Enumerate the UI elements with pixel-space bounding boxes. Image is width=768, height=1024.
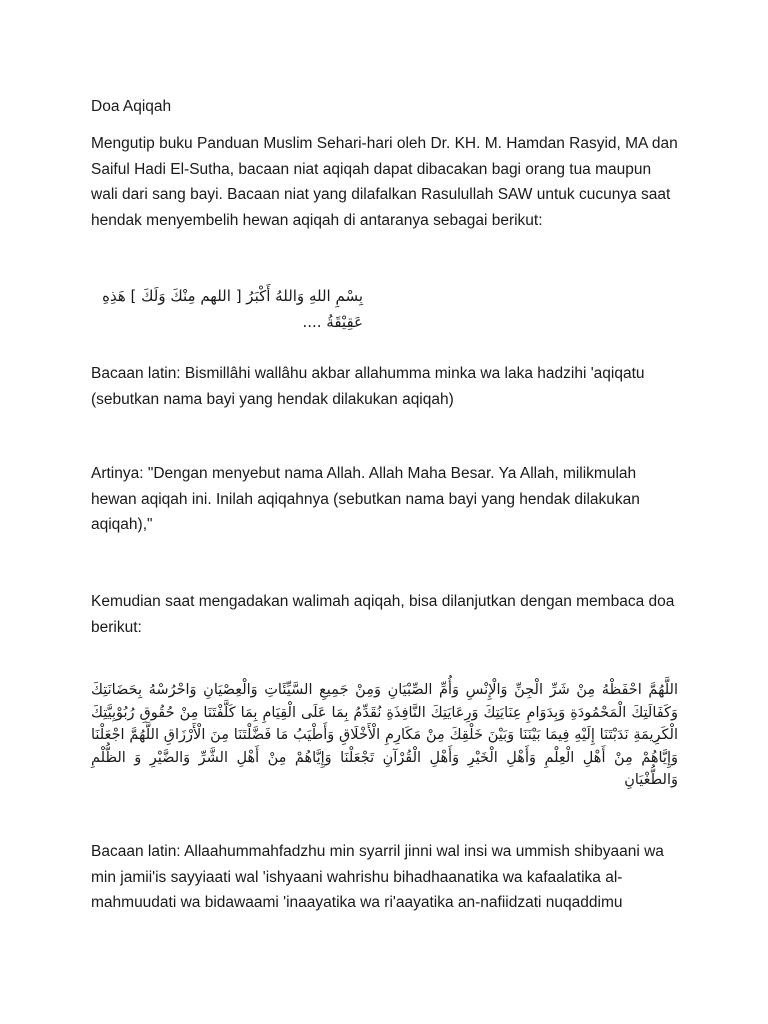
kemudian-paragraph: Kemudian saat mengadakan walimah aqiqah, bisa dilanjutkan dengan membaca doa berikut: bbox=[91, 593, 675, 636]
latin-niat-paragraph: Bacaan latin: Bismillâhi wallâhu akbar allahumma minka wa laka hadzihi 'aqiqatu (sebutkan nama bayi yang hendak dilakukan aqiqah) bbox=[91, 365, 645, 408]
page-title: Doa Aqiqah bbox=[91, 98, 172, 115]
arabic-niat-text: بِسْمِ اللهِ وَاللهُ أَكْبَرُ [ اللهم مِنْكَ وَلَكَ ] هَذِهِ عَقِيْقَةُ .... bbox=[102, 287, 363, 331]
intro-paragraph: Mengutip buku Panduan Muslim Sehari-hari oleh Dr. KH. M. Hamdan Rasyid, MA dan Saiful Hadi El-Sutha, bacaan niat aqiqah dapat dibacakan bagi orang tua maupun wali dari sang bayi. Bacaan niat yang dilafalkan Rasulullah SAW untuk cucunya saat hendak menyembelih hewan aqiqah di antaranya sebagai berikut: bbox=[91, 135, 678, 229]
latin-doa-paragraph: Bacaan latin: Allaahummahfadzhu min syarril jinni wal insi wa ummish shibyaani wa min jamii'is sayyiaati wal 'ishyaani wahrishu bihadhaanatika wa kafaalatika al-mahmuudati wa bidawaami 'inaayatika wa ri'aayatika an-nafiidzati nuqaddimu bbox=[91, 843, 664, 911]
artinya-paragraph: Artinya: "Dengan menyebut nama Allah. Allah Maha Besar. Ya Allah, milikmulah hewan aqiqah ini. Inilah aqiqahnya (sebutkan nama bayi yang hendak dilakukan aqiqah)," bbox=[91, 465, 640, 533]
arabic-doa-text: اللَّهُمَّ احْفَظْهُ مِنْ شَرِّ الْجِنِّ وَالْإِنْسِ وَأُمِّ الصِّبْيَانِ وَمِنْ جَمِيعِ السَّيِّئَاتِ وَالْعِصْيَانِ وَاحْرُسْهُ بِحَضَانَتِكَ وَكَفَالَتِكَ الْمَحْمُودَةِ وَبِدَوَامِ عِنَايَتِكَ وَرِعَايَتِكَ النَّافِذَةِ نُقَدِّمُ بِمَا عَلَى الْقِيَامِ بِمَا كَلَّفْتَنَا مِنْ حُقُوقِ رُبُوْبِيَّتِكَ الْكَرِيمَةِ نَدَبْتَنَا إِلَيْهِ فِيمَا بَيْنَنَا وَبَيْنَ خَلْقِكَ مِنْ مَكَارِمِ الْأَخْلَاقِ وَأَطْيَبُ مَا فَضَّلْتَنَا مِنَ الْأَرْزَاقِ اللَّهُمَّ اجْعَلْنَا وَإِيَّاهُمْ مِنْ أَهْلِ الْعِلْمِ وَأَهْلِ الْخَيْرِ وَأَهْلِ الْقُرْآنِ تَجْعَلْنَا وَإِيَّاهُمْ مِنْ أَهْلِ الشَّرِّ وَالضَّيْرِ وَ الظُّلْمِ وَالطُّغْيَانِ bbox=[91, 682, 678, 789]
